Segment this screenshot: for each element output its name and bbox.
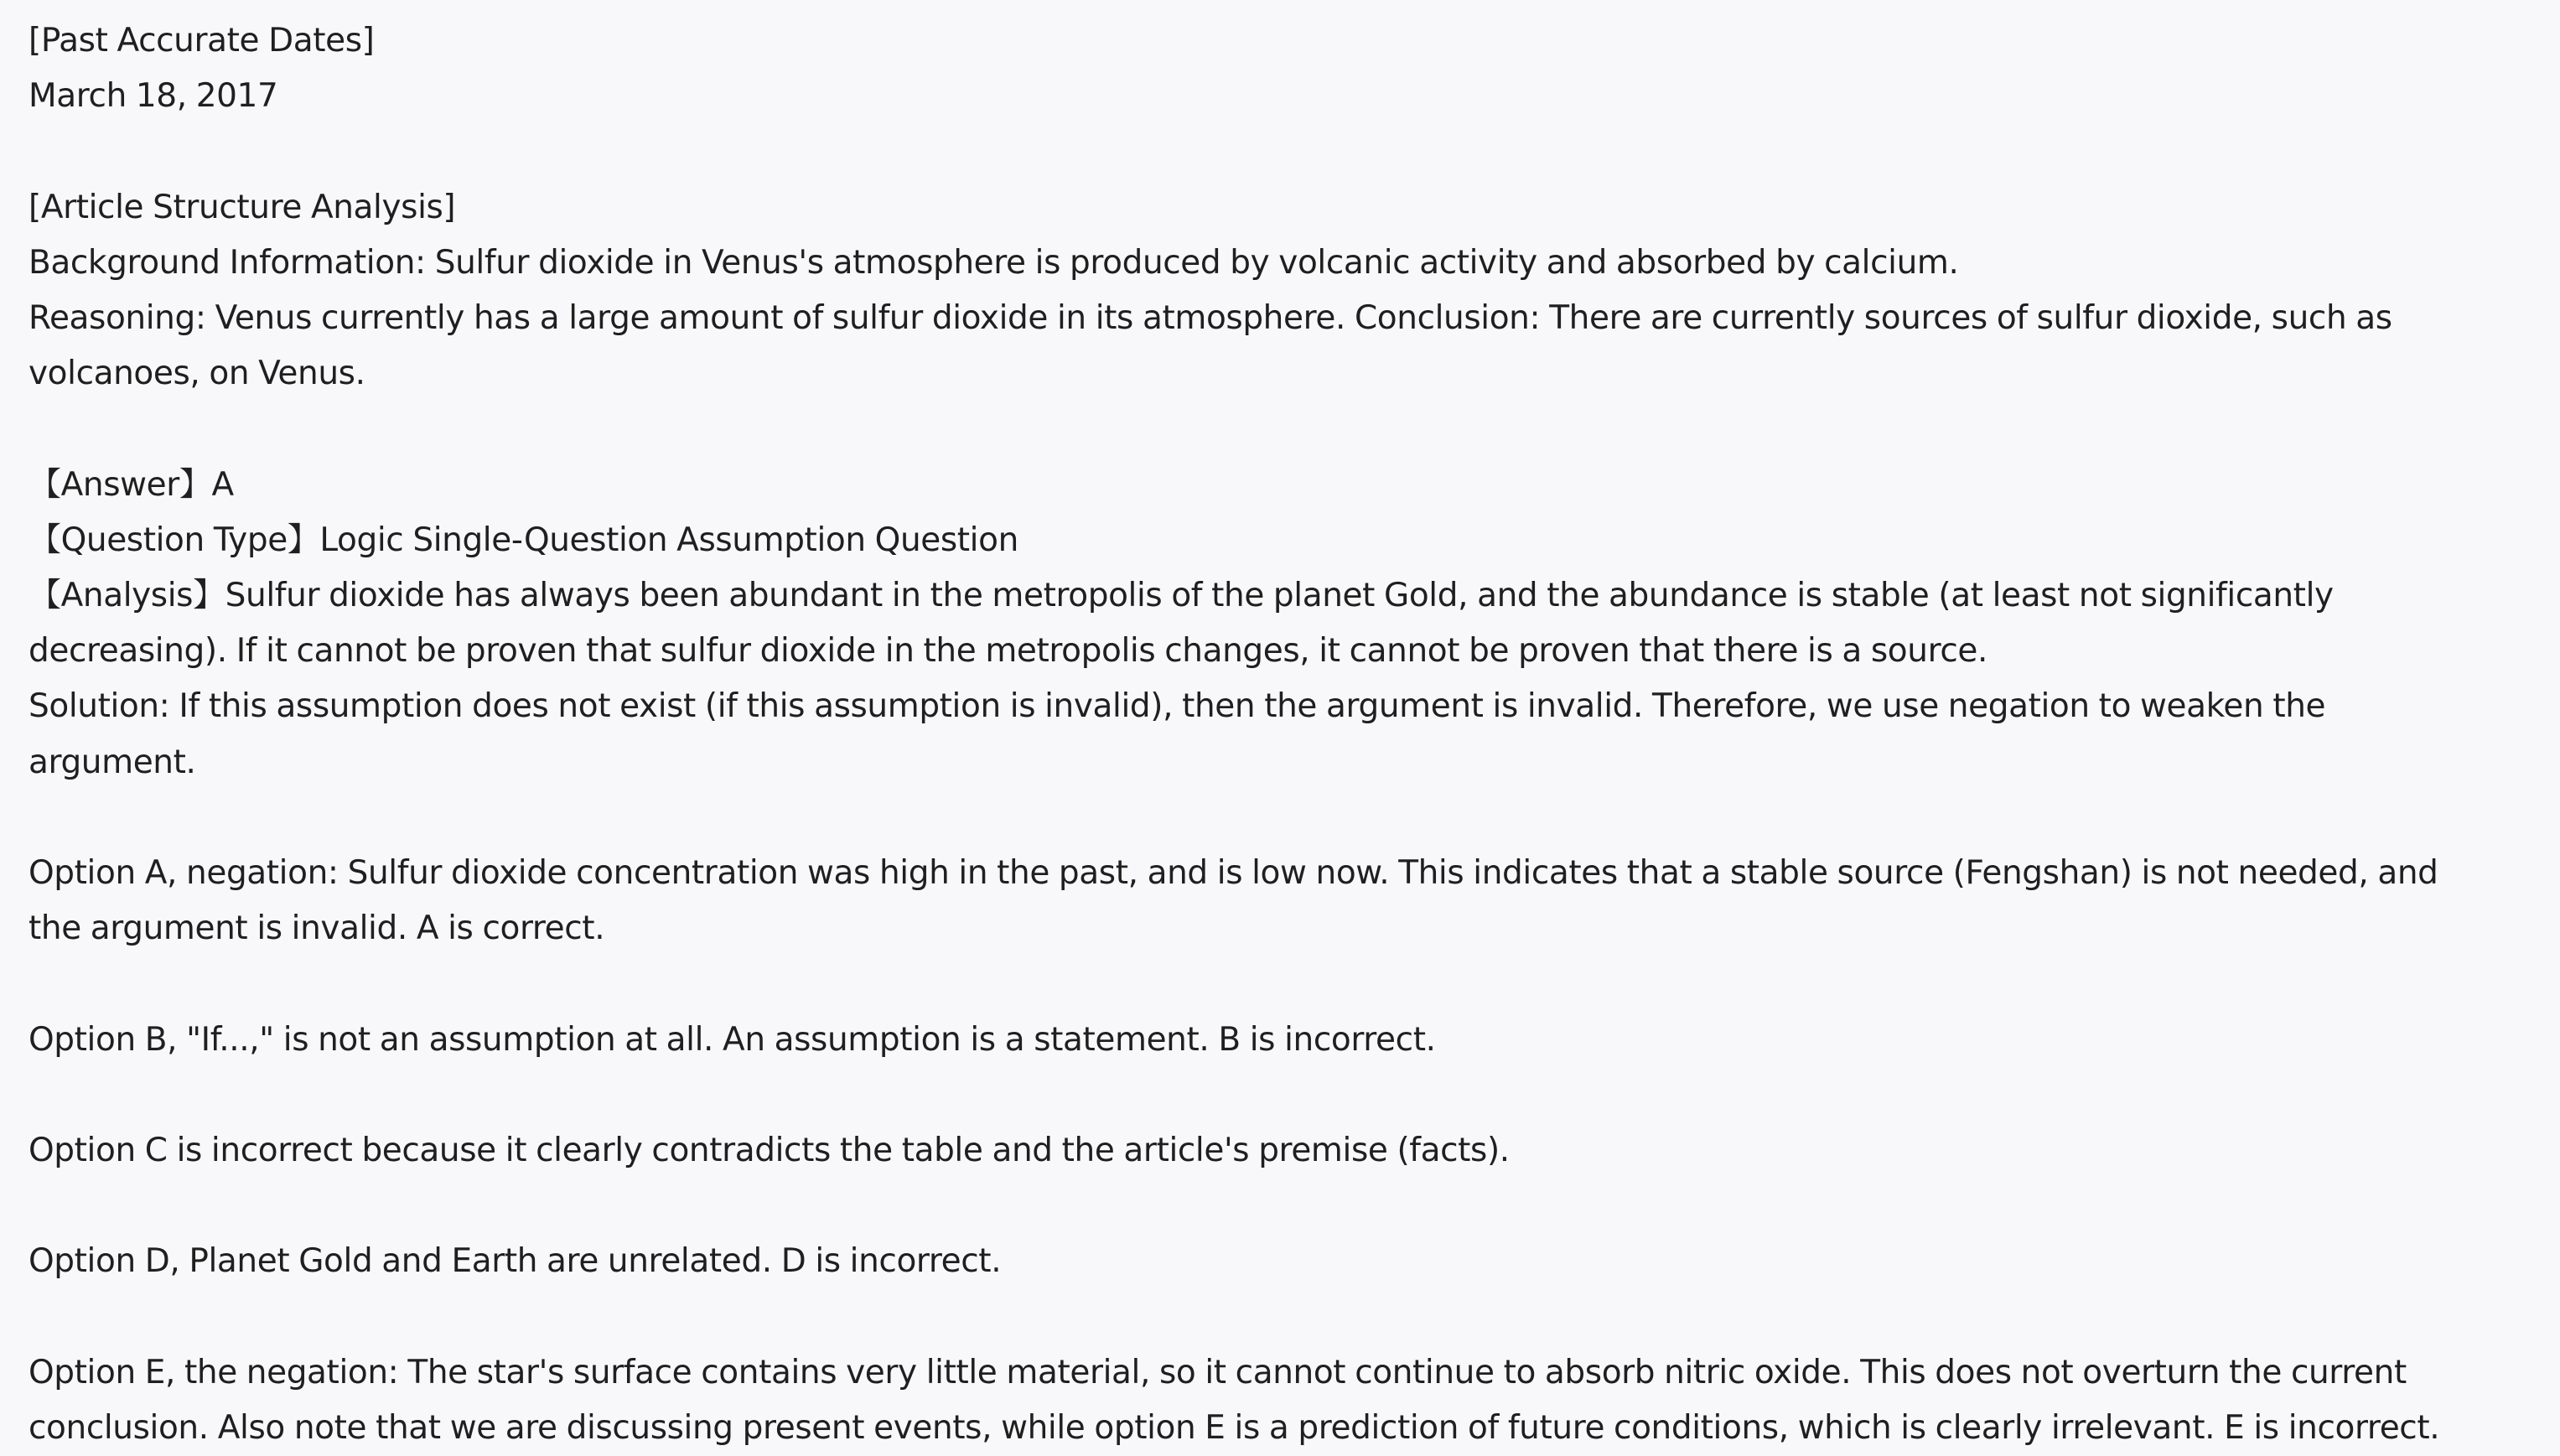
paragraph-gap xyxy=(29,1179,2531,1234)
question-type-line: 【Question Type】Logic Single-Question Assumption Question xyxy=(29,521,1018,559)
option-d: Option D, Planet Gold and Earth are unrelated. D is incorrect. xyxy=(29,1242,1002,1281)
paragraph-gap xyxy=(29,124,2531,179)
paragraph-gap xyxy=(29,1068,2531,1123)
option-c: Option C is incorrect because it clearly contradicts the table and the article's premise (facts). xyxy=(29,1131,1510,1169)
option-a-line-1: Option A, negation: Sulfur dioxide concentration was high in the past, and is low now. This indicates that a stable source (Fengshan) is not needed, and xyxy=(29,854,2438,892)
paragraph-gap xyxy=(29,1290,2531,1345)
option-a-line-2: the argument is invalid. A is correct. xyxy=(29,909,605,948)
paragraph-gap xyxy=(29,956,2531,1012)
solution-line-2: argument. xyxy=(29,743,196,781)
option-b: Option B, "If...," is not an assumption at all. An assumption is a statement. B is incorrect. xyxy=(29,1020,1436,1059)
solution-line-1: Solution: If this assumption does not exist (if this assumption is invalid), then the argument is invalid. Therefore, we use negation to weaken the xyxy=(29,687,2326,726)
past-dates-heading: [Past Accurate Dates] xyxy=(29,22,375,60)
analysis-line-2: decreasing). If it cannot be proven that sulfur dioxide in the metropolis changes, it cannot be proven that there is a source. xyxy=(29,632,1987,671)
past-date-value: March 18, 2017 xyxy=(29,77,278,116)
analysis-line-1: 【Analysis】Sulfur dioxide has always been abundant in the metropolis of the planet Gold, and the abundance is stable (at least not significantly xyxy=(29,577,2334,614)
option-e-line-1: Option E, the negation: The star's surface contains very little material, so it cannot continue to absorb nitric oxide. This does not overturn the current xyxy=(29,1353,2407,1391)
option-e-line-2: conclusion. Also note that we are discussing present events, while option E is a prediction of future conditions, which is clearly irrelevant. E is incorrect. xyxy=(29,1408,2440,1447)
structure-heading: [Article Structure Analysis] xyxy=(29,188,456,226)
background-information: Background Information: Sulfur dioxide in Venus's atmosphere is produced by volcanic activity and absorbed by calcium. xyxy=(29,243,1959,282)
answer-line: 【Answer】A xyxy=(29,465,234,504)
paragraph-gap xyxy=(29,402,2531,457)
reasoning-line-1: Reasoning: Venus currently has a large amount of sulfur dioxide in its atmosphere. Conclusion: There are currently sources of sulfur dioxide, such as xyxy=(29,299,2392,337)
paragraph-gap xyxy=(29,790,2531,846)
reasoning-line-2: volcanoes, on Venus. xyxy=(29,355,365,393)
